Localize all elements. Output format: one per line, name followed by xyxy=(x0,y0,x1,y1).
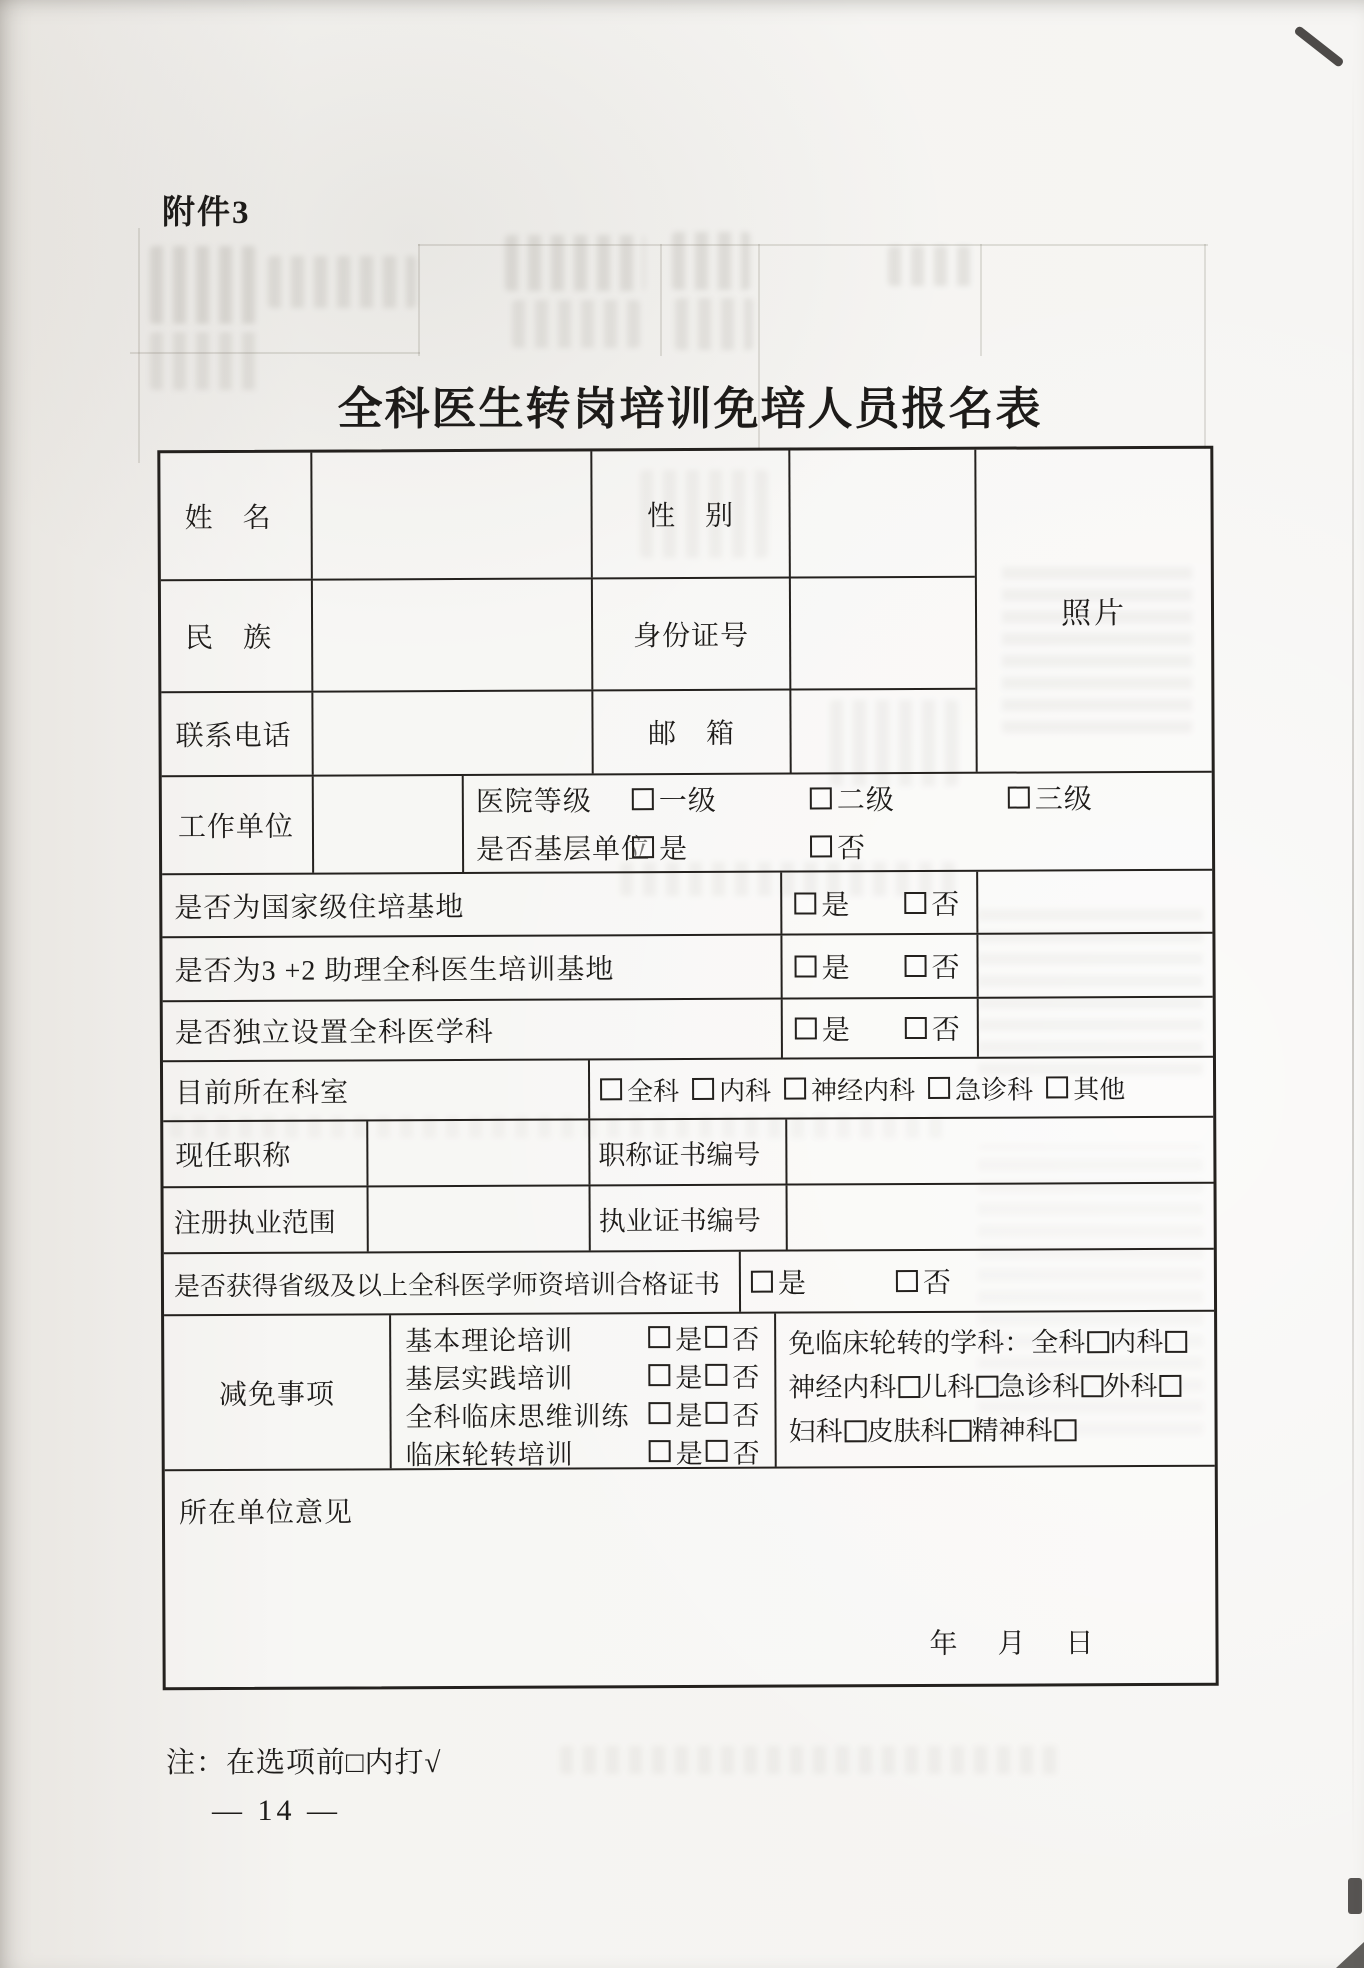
email-value-cell xyxy=(789,690,975,773)
row-work-unit xyxy=(162,771,1212,874)
national-base-label: 是否为国家级住培基地 xyxy=(174,891,465,924)
id-number-label: 身份证号 xyxy=(591,579,789,690)
row-current-department xyxy=(163,1056,1213,1121)
scan-mark-top-right xyxy=(1293,25,1344,68)
yes-option: 是 xyxy=(794,946,850,986)
practice-scope-value-cell xyxy=(367,1186,589,1251)
grassroots-yes-option: 是 xyxy=(632,827,688,867)
checkbox-icon xyxy=(1046,1076,1068,1098)
name-label: 姓 名 xyxy=(184,502,272,535)
hospital-level-cell xyxy=(462,773,1212,872)
checkbox-icon xyxy=(1087,1331,1109,1353)
title-cert-label: 职称证书编号 xyxy=(588,1120,785,1185)
checkbox-icon xyxy=(1055,1419,1077,1441)
yes-option: 是 xyxy=(794,883,850,923)
dept-option: 神经内科 xyxy=(784,1070,915,1108)
practice-cert-value-cell xyxy=(786,1184,1214,1250)
grassroots-line xyxy=(464,821,1212,872)
yes-no-pair: 是 否 xyxy=(648,1393,760,1432)
rotation-option: 皮肤科 xyxy=(866,1409,971,1453)
checkbox-icon xyxy=(1008,787,1030,809)
attachment-label: 附件3 xyxy=(162,195,251,231)
checkbox-icon xyxy=(648,1364,670,1386)
bleed-through-line xyxy=(660,244,662,356)
checkbox-icon xyxy=(632,836,654,858)
row-exemption xyxy=(164,1310,1215,1470)
exemption-item-line xyxy=(391,1394,774,1434)
row-unit-opinion xyxy=(165,1465,1216,1688)
rotation-option: 急诊科 xyxy=(998,1364,1103,1408)
checkbox-icon xyxy=(705,1402,727,1424)
checkbox-icon xyxy=(1159,1375,1181,1397)
checkbox-icon xyxy=(632,788,654,810)
empty-cell xyxy=(977,998,1213,1057)
rotation-exempt-prefix: 免临床轮转的学科： xyxy=(788,1327,1032,1359)
empty-cell xyxy=(976,871,1212,933)
rotation-option: 妇科 xyxy=(788,1409,866,1453)
bleed-through-line xyxy=(418,244,420,356)
registration-table xyxy=(157,446,1218,1691)
footnote: 注：在选项前□内打√ xyxy=(166,1747,442,1779)
current-title-value-cell xyxy=(366,1120,588,1185)
no-option: 否 xyxy=(904,946,960,986)
exemption-item-line xyxy=(391,1318,774,1358)
checkbox-icon xyxy=(600,1078,622,1100)
rotation-option: 神经内科 xyxy=(788,1365,920,1410)
row-name-gender xyxy=(160,450,975,580)
exemption-label: 减免事项 xyxy=(218,1379,335,1411)
work-unit-label: 工作单位 xyxy=(177,811,295,844)
checkbox-icon xyxy=(810,787,832,809)
gender-value-cell xyxy=(788,450,975,577)
checkbox-icon xyxy=(898,1376,920,1398)
dept-option: 急诊科 xyxy=(928,1069,1033,1106)
bleed-through-text xyxy=(560,1746,1060,1774)
checkbox-icon xyxy=(896,1270,918,1292)
row-current-title xyxy=(163,1116,1213,1187)
page-number: — 14 — xyxy=(212,1794,341,1827)
bleed-through-text xyxy=(675,298,753,350)
dept-option: 全科 xyxy=(600,1071,679,1108)
level-1-option: 一级 xyxy=(632,779,717,819)
dept-option: 其他 xyxy=(1046,1069,1125,1106)
exemption-item: 基本理论培训 xyxy=(405,1325,574,1356)
checkbox-icon xyxy=(928,1077,950,1099)
gender-label: 性 别 xyxy=(590,451,789,578)
personal-info-block xyxy=(160,449,1211,776)
practice-scope-label: 注册执业范围 xyxy=(173,1207,336,1238)
ethnicity-label: 民 族 xyxy=(185,622,273,655)
teacher-cert-choices xyxy=(739,1250,1214,1312)
row-assistant-base xyxy=(162,932,1212,1001)
yes-no-pair: 是 否 xyxy=(648,1355,760,1394)
checkbox-icon xyxy=(810,835,832,857)
yes-option: 是 xyxy=(795,1008,851,1048)
bleed-through-text xyxy=(672,232,750,290)
checkbox-icon xyxy=(904,891,926,913)
checkbox-icon xyxy=(1165,1331,1187,1353)
scan-mark-corner xyxy=(1336,1942,1364,1968)
exemption-item: 临床轮转培训 xyxy=(405,1439,574,1470)
assistant-base-label: 是否为3 +2 助理全科医生培训基地 xyxy=(174,954,615,988)
title-cert-value-cell xyxy=(785,1118,1213,1184)
checkbox-icon xyxy=(794,892,816,914)
checkbox-icon xyxy=(784,1077,806,1099)
bleed-through-line xyxy=(418,244,1208,246)
email-label: 邮 箱 xyxy=(591,691,789,774)
row-teacher-cert xyxy=(164,1248,1214,1315)
row-practice-scope xyxy=(164,1182,1214,1253)
checkbox-icon xyxy=(905,1017,927,1039)
unit-opinion-cell xyxy=(165,1467,1216,1688)
scan-mark-right-edge xyxy=(1348,1878,1362,1914)
row-phone-email xyxy=(161,688,975,776)
yes-no-pair: 是 否 xyxy=(648,1317,760,1356)
checkbox-icon xyxy=(649,1440,671,1462)
empty-cell xyxy=(976,934,1212,997)
bleed-through-line xyxy=(130,352,420,354)
checkbox-icon xyxy=(795,955,817,977)
checkbox-icon xyxy=(648,1402,670,1424)
dept-option: 内科 xyxy=(692,1070,771,1107)
rotation-option: 精神科 xyxy=(971,1408,1076,1452)
rotation-option: 儿科 xyxy=(920,1365,998,1409)
checkbox-icon xyxy=(950,1420,972,1442)
no-option: 否 xyxy=(904,882,960,922)
checkbox-icon xyxy=(976,1376,998,1398)
rotation-option: 内科 xyxy=(1109,1320,1187,1364)
national-base-choices xyxy=(780,872,976,934)
grassroots-label: 是否基层单位 xyxy=(475,834,651,866)
hospital-level-line xyxy=(464,773,1212,824)
checkbox-icon xyxy=(692,1078,714,1100)
yes-no-pair: 是 否 xyxy=(649,1431,761,1470)
bleed-through-text xyxy=(150,246,256,324)
photo-cell: 照片 xyxy=(974,449,1211,772)
exemption-item-line xyxy=(392,1432,775,1472)
rotation-option: 全科 xyxy=(1031,1320,1109,1364)
level-3-option: 三级 xyxy=(1008,777,1093,817)
row-ethnicity-id xyxy=(161,576,975,692)
checkbox-icon xyxy=(795,1017,817,1039)
exemption-item: 全科临床思维训练 xyxy=(405,1400,630,1432)
ethnicity-value-cell xyxy=(311,579,591,690)
paper-crease xyxy=(1352,60,1354,1860)
hospital-level-label: 医院等级 xyxy=(475,786,592,818)
rotation-option: 外科 xyxy=(1103,1364,1181,1408)
phone-value-cell xyxy=(311,691,591,774)
checkbox-icon xyxy=(845,1420,867,1442)
level-2-option: 二级 xyxy=(810,778,895,818)
checkbox-icon xyxy=(705,1364,727,1386)
unit-opinion-label: 所在单位意见 xyxy=(178,1497,354,1530)
exemption-item: 基层实践培训 xyxy=(405,1363,574,1394)
exemption-item-line xyxy=(391,1356,774,1396)
no-option: 否 xyxy=(896,1261,952,1301)
grassroots-no-option: 否 xyxy=(810,826,866,866)
current-department-label: 目前所在科室 xyxy=(175,1077,350,1110)
bleed-through-text xyxy=(512,300,640,348)
teacher-cert-label: 是否获得省级及以上全科医学师资培训合格证书 xyxy=(173,1269,721,1301)
row-national-base xyxy=(162,869,1212,937)
bleed-through-text xyxy=(888,246,980,286)
phone-label: 联系电话 xyxy=(175,720,292,753)
no-option: 否 xyxy=(905,1008,961,1048)
current-title-label: 现任职称 xyxy=(175,1140,292,1173)
work-unit-value-cell xyxy=(312,776,462,873)
checkbox-icon xyxy=(706,1440,728,1462)
bleed-through-text xyxy=(268,256,416,308)
bleed-through-line xyxy=(980,244,982,356)
id-number-value-cell xyxy=(789,578,975,689)
checkbox-icon xyxy=(648,1326,670,1348)
exemption-items-cell xyxy=(389,1314,775,1469)
independent-dept-label: 是否独立设置全科医学科 xyxy=(174,1016,494,1050)
practice-cert-label: 执业证书编号 xyxy=(589,1186,786,1251)
name-value-cell xyxy=(310,451,591,578)
date-line: 年 月 日 xyxy=(929,1628,1100,1660)
checkbox-icon xyxy=(905,955,927,977)
current-department-options xyxy=(588,1058,1213,1119)
form-title: 全科医生转岗培训免培人员报名表 xyxy=(337,384,1043,434)
yes-option: 是 xyxy=(751,1261,807,1301)
rotation-exempt-cell xyxy=(774,1312,1215,1467)
assistant-base-choices xyxy=(780,935,976,998)
independent-dept-choices xyxy=(781,999,977,1058)
checkbox-icon xyxy=(751,1271,773,1293)
row-independent-dept xyxy=(163,996,1213,1061)
checkbox-icon xyxy=(705,1326,727,1348)
checkbox-icon xyxy=(1081,1375,1103,1397)
